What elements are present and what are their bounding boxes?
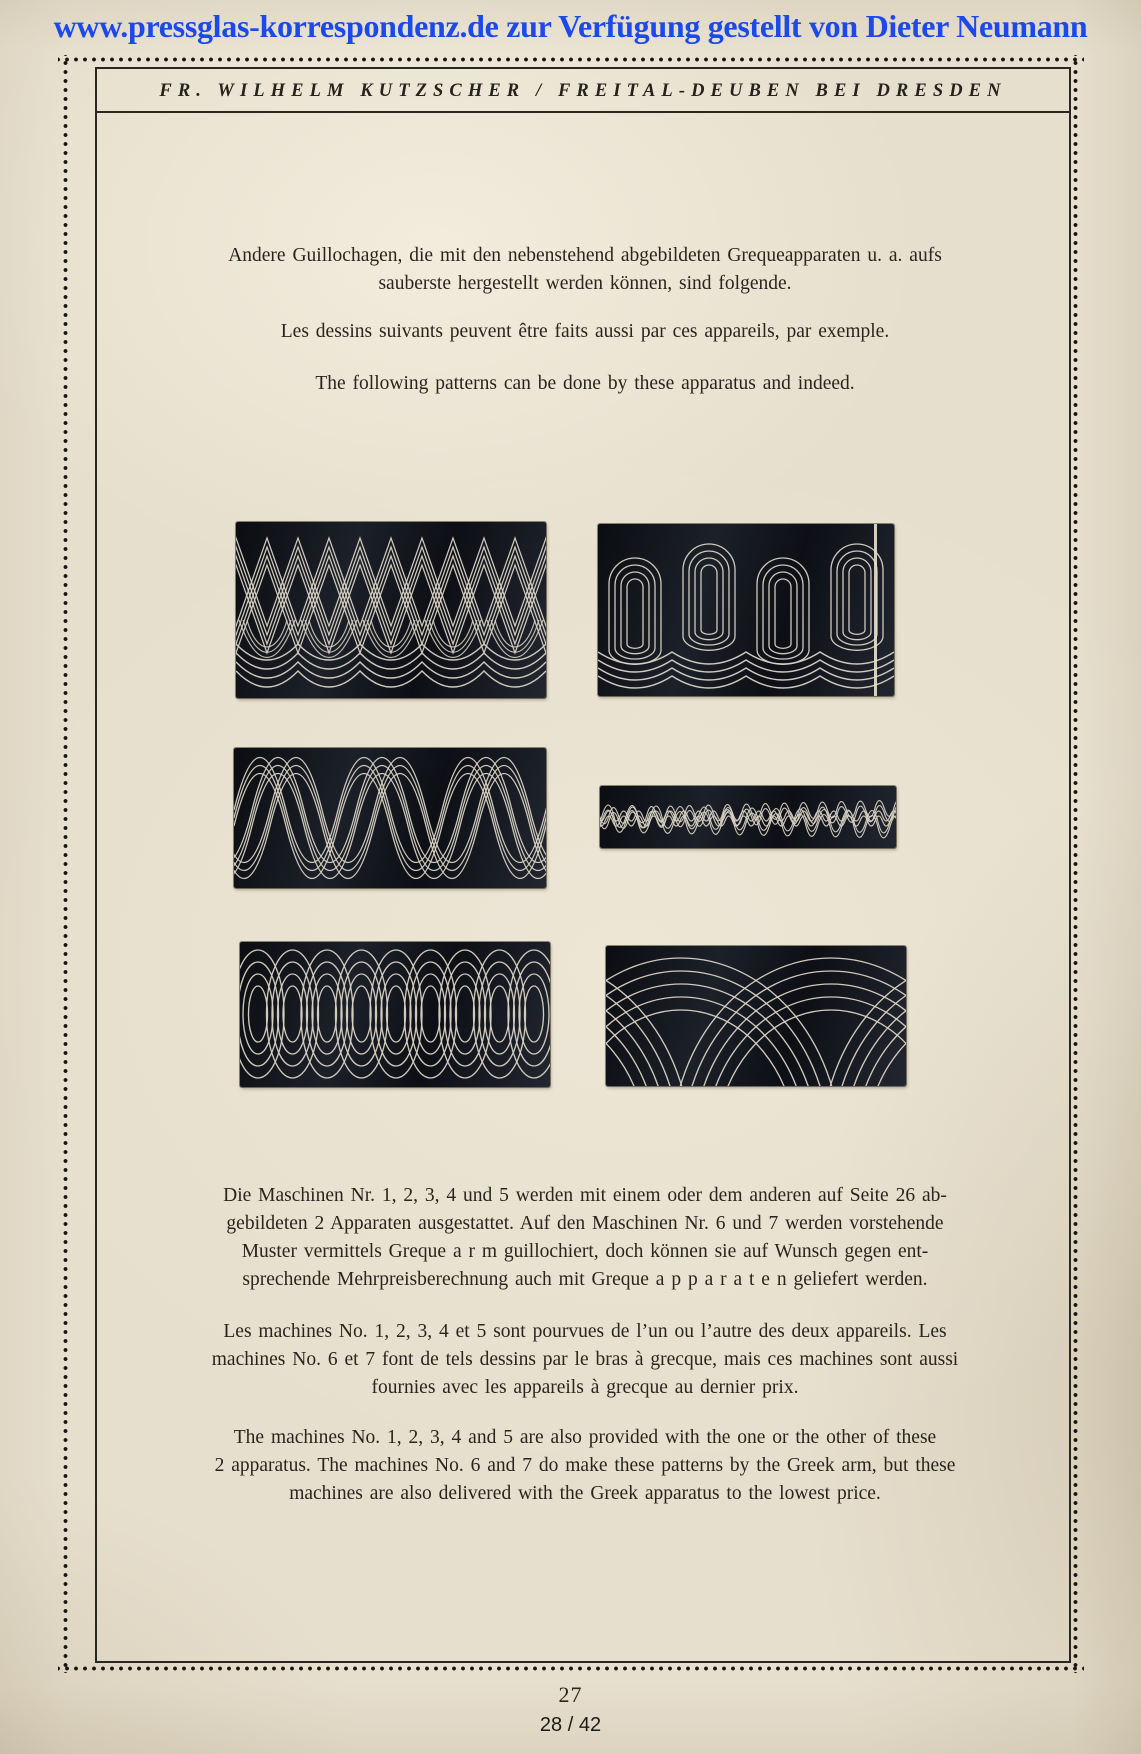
guilloche-plate-crossing-waves: [234, 748, 546, 888]
text-line: Muster vermittels Greque a r m guillochiert, doch können sie auf Wunsch gegen ent-: [241, 1241, 929, 1262]
guilloche-pattern-image: [236, 522, 546, 698]
text-line: 2 apparatus. The machines No. 6 and 7 do make these patterns by the Greek arm, but these: [214, 1455, 956, 1476]
body-paragraph-german: [145, 1182, 1025, 1294]
text-line: sprechende Mehrpreisberechnung auch mit Greque a p p a r a t e n geliefert werden.: [242, 1269, 928, 1290]
guilloche-plate-fine-ripples: [600, 786, 896, 848]
printed-page-number: 27: [558, 1682, 583, 1707]
text-line: The machines No. 1, 2, 3, 4 and 5 are also provided with the one or the other of these: [233, 1427, 937, 1448]
guilloche-pattern-image: [240, 942, 550, 1087]
dotted-border-left: [61, 55, 70, 1673]
guilloche-pattern-image: [234, 748, 546, 888]
page-title: FR. WILHELM KUTZSCHER / FREITAL-DEUBEN BEI DRESDEN: [97, 69, 1069, 113]
guilloche-plate-ellipse-chain: [240, 942, 550, 1087]
guilloche-plate-vertical-loops: [598, 524, 894, 696]
text-line: gebildeten 2 Apparaten ausgestattet. Auf den Maschinen Nr. 6 und 7 werden vorstehende: [226, 1213, 944, 1234]
text-line: machines No. 6 et 7 font de tels dessins par le bras à grecque, mais ces machines sont aussi: [211, 1349, 959, 1370]
guilloche-plate-pointed-arches: [236, 522, 546, 698]
body-paragraph-french: [145, 1318, 1025, 1402]
guilloche-pattern-image: [600, 786, 896, 848]
text-line: Andere Guillochagen, die mit den nebenstehend abgebildeten Grequeapparaten u. a. aufs: [228, 245, 942, 266]
guilloche-plate-arc-garlands: [606, 946, 906, 1086]
body-paragraph-english: [145, 1424, 1025, 1508]
text-line: sauberste hergestellt werden können, sind folgende.: [378, 273, 792, 294]
text-line: Die Maschinen Nr. 1, 2, 3, 4 und 5 werden mit einem oder dem anderen auf Seite 26 ab-: [223, 1185, 947, 1206]
text-line: Les machines No. 1, 2, 3, 4 et 5 sont pourvues de l’un ou l’autre des deux appareils. Les: [223, 1321, 947, 1342]
viewer-page-indicator: 28 / 42: [539, 1714, 602, 1736]
text-line: The following patterns can be done by these apparatus and indeed.: [315, 373, 855, 394]
dotted-border-bottom: [58, 1664, 1084, 1673]
guilloche-pattern-image: [606, 946, 906, 1086]
text-line: fournies avec les appareils à grecque au dernier prix.: [371, 1377, 799, 1398]
text-line: machines are also delivered with the Greek apparatus to the lowest price.: [289, 1483, 881, 1504]
intro-paragraph-french: [145, 318, 1025, 346]
intro-paragraph-english: [145, 370, 1025, 398]
dotted-border-right: [1071, 55, 1080, 1673]
text-line: Les dessins suivants peuvent être faits aussi par ces appareils, par exemple.: [280, 321, 890, 342]
guilloche-pattern-image: [598, 524, 894, 696]
watermark-banner-text: www.pressglas-korrespondenz.de zur Verfügung gestellt von Dieter Neumann: [53, 8, 1088, 44]
intro-paragraph-german: [145, 242, 1025, 298]
dotted-border-top: [58, 55, 1084, 64]
